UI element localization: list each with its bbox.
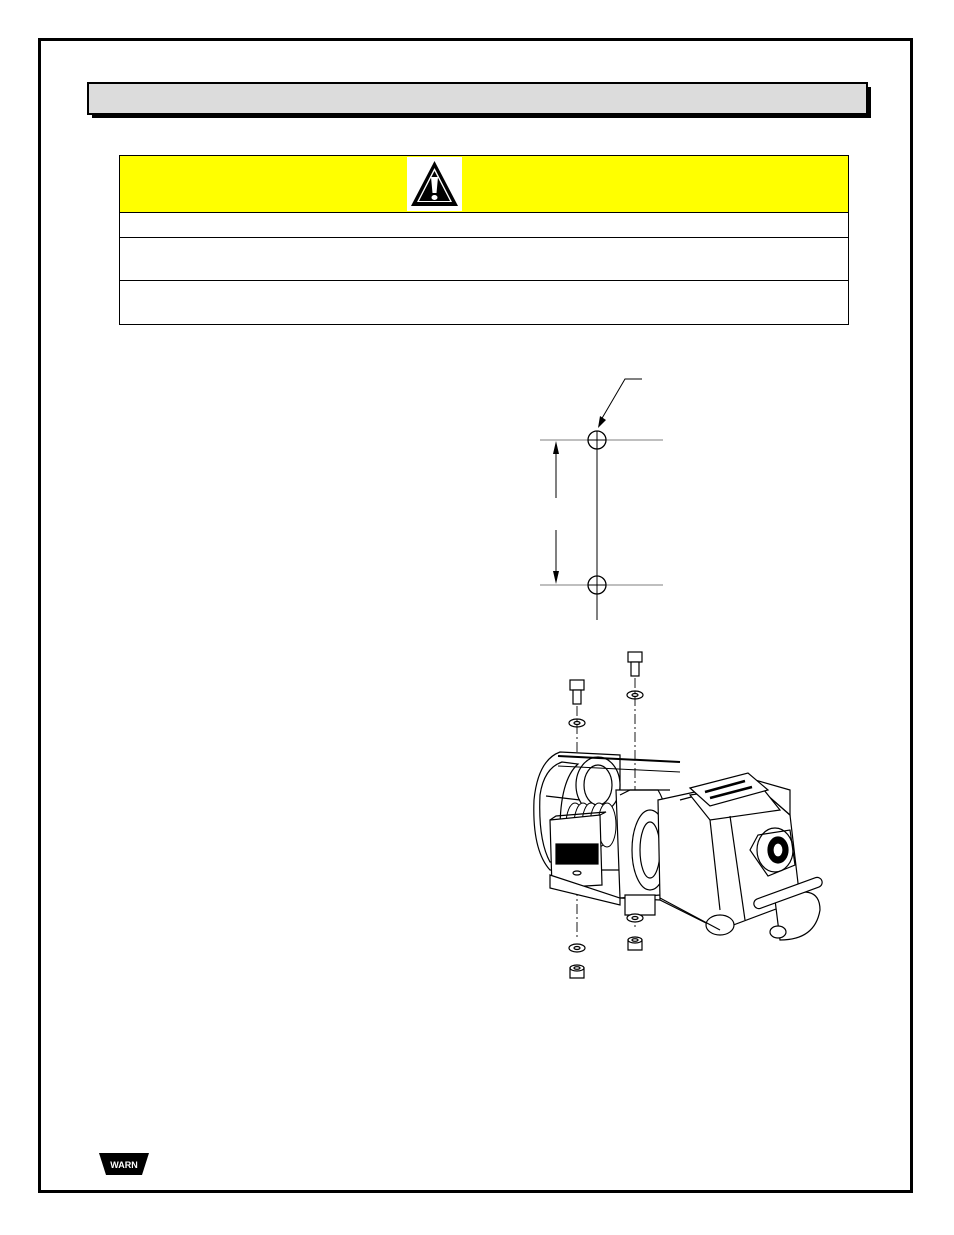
nut-icon (628, 937, 642, 950)
warning-header (120, 156, 848, 213)
bolt-icon (570, 680, 584, 704)
winch-exploded-view-diagram (520, 640, 840, 990)
svg-text:WARN: WARN (110, 1160, 138, 1170)
warning-box (119, 155, 849, 325)
warning-row (120, 238, 848, 281)
warning-row (120, 281, 848, 324)
section-title-bar (87, 82, 868, 115)
warning-triangle-icon (407, 157, 462, 211)
mounting-hole-pattern-diagram (520, 370, 680, 625)
warning-row (120, 213, 848, 238)
nut-icon (570, 965, 584, 978)
warn-logo (98, 1150, 150, 1178)
bolt-icon (628, 652, 642, 676)
